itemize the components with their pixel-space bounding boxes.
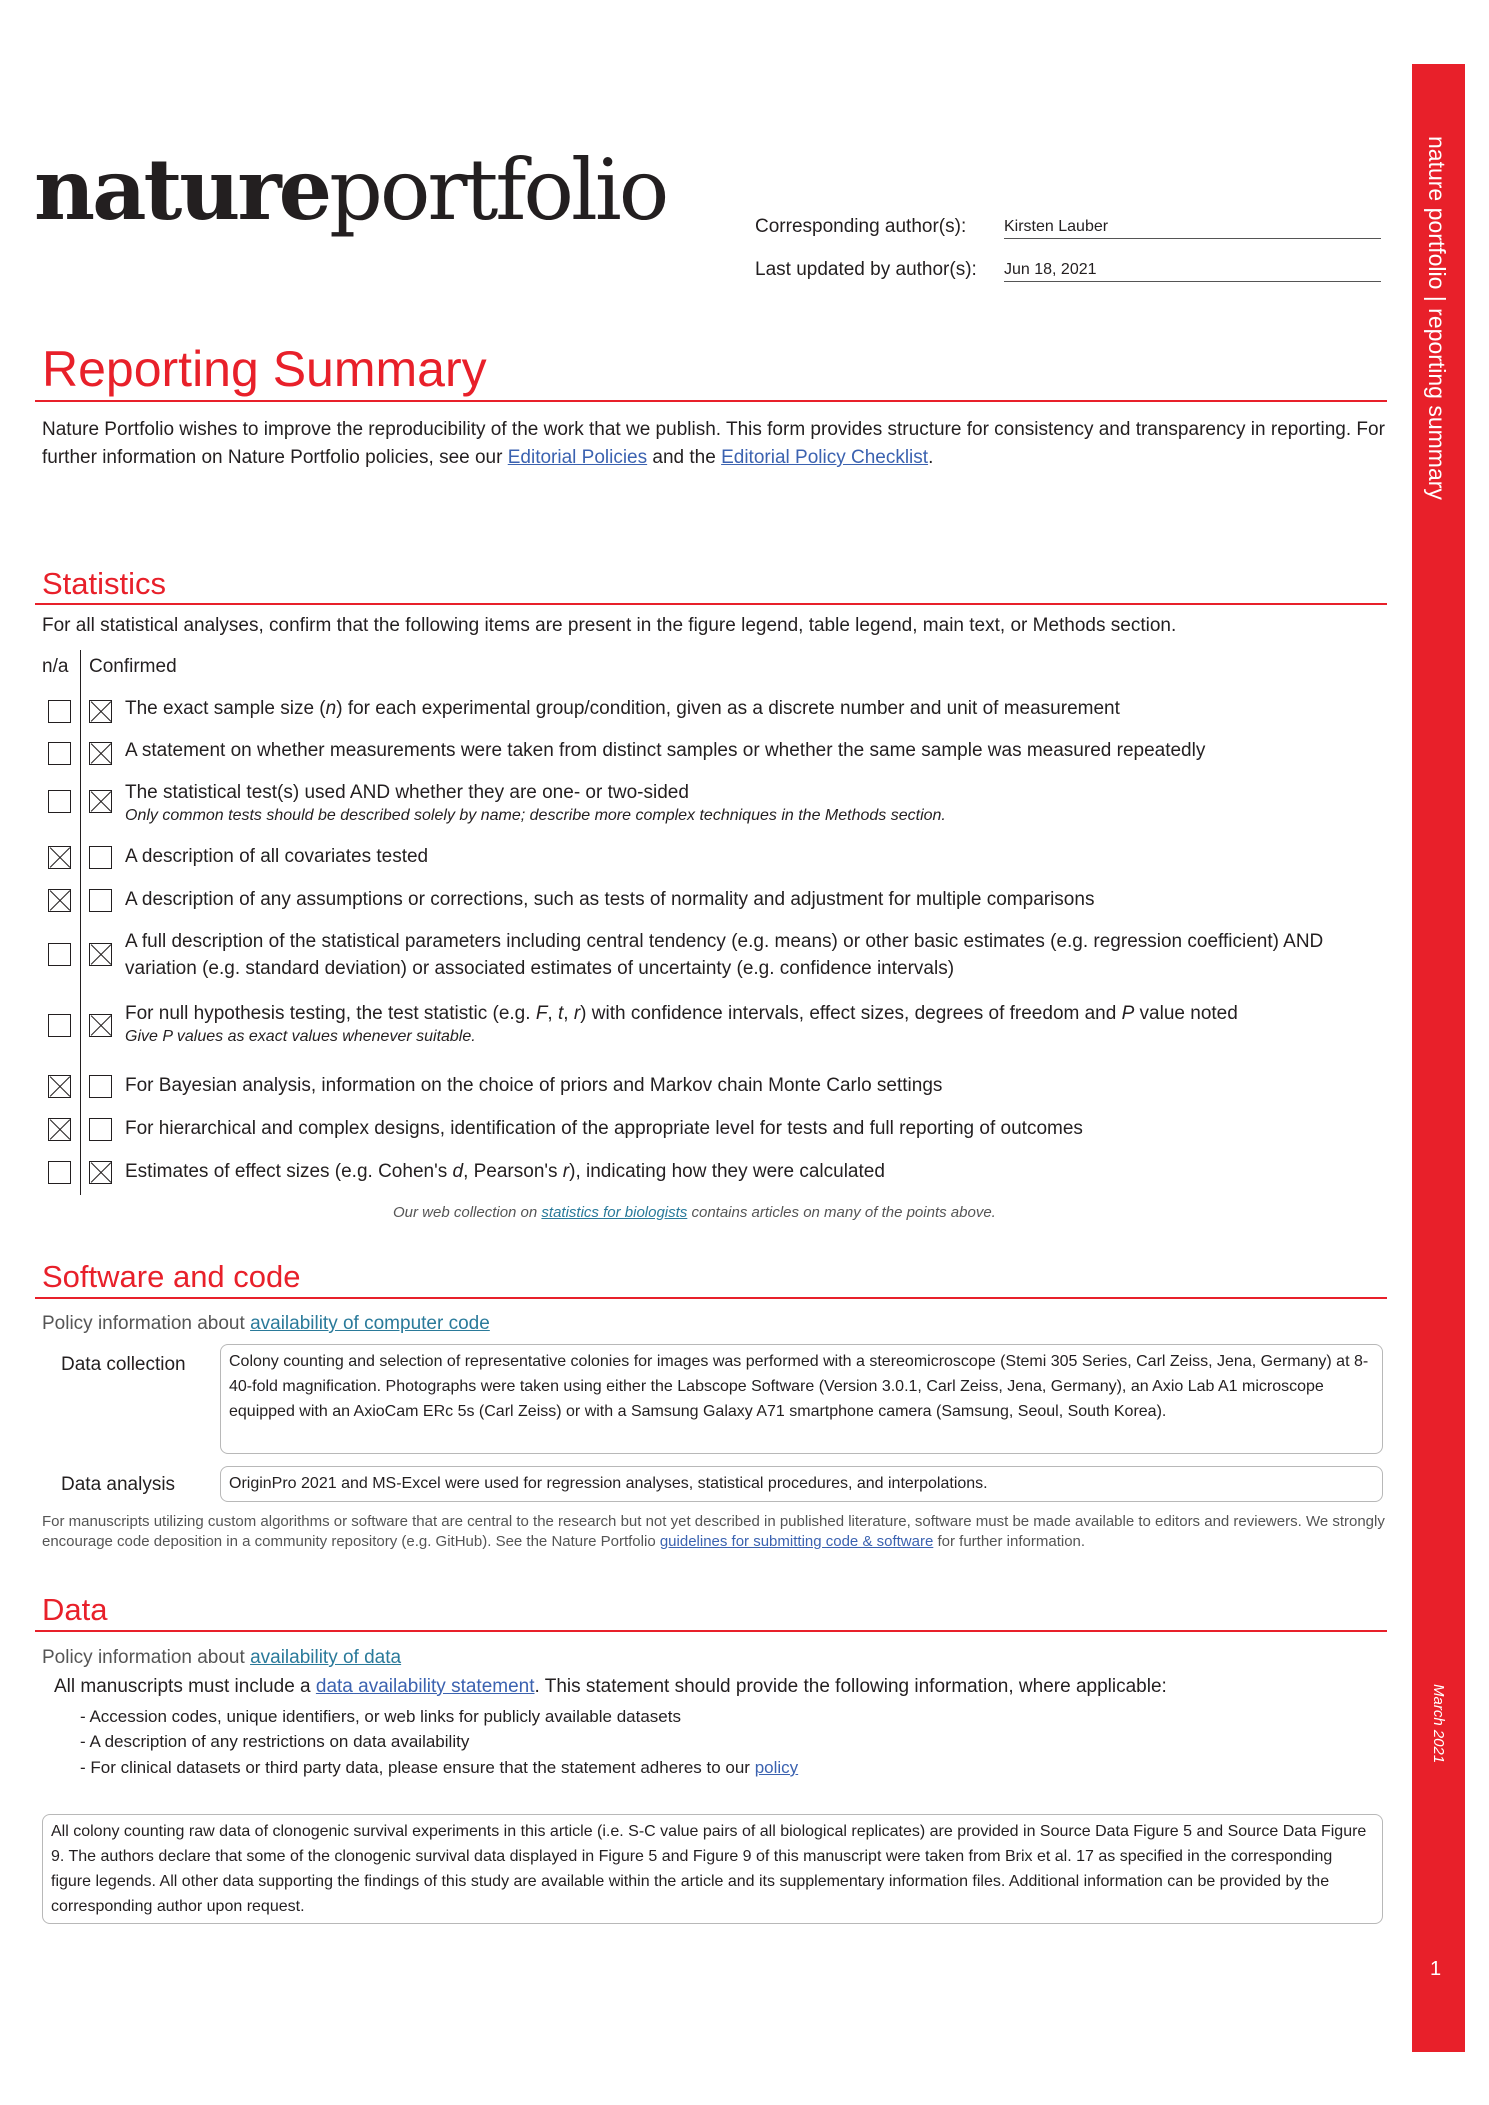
- checklist-item-text: [125, 886, 1395, 913]
- data-policy: [42, 1644, 1392, 1672]
- checklist-item-label: The statistical test(s) used AND whether they are one- or two-sided: [125, 782, 689, 803]
- page-title: Reporting Summary: [42, 341, 487, 397]
- title-rule: [35, 400, 1387, 402]
- data-requirement: [54, 1673, 1404, 1701]
- intro-text: and the: [647, 447, 722, 468]
- sidebar-text-container: [1412, 64, 1465, 2052]
- availability-computer-code-link[interactable]: availability of computer code: [250, 1313, 490, 1334]
- statistics-lead: For all statistical analyses, confirm that the following items are present in the figure legend, table legend, main text, or Methods section.: [42, 615, 1177, 636]
- statistics-rule: [35, 603, 1387, 605]
- checklist-item-text: [125, 737, 1395, 764]
- confirmed-checkbox[interactable]: [89, 1014, 112, 1037]
- checklist-item-note: Only common tests should be described solely by name; describe more complex techniques in the Methods section.: [125, 807, 946, 824]
- checklist-item-text: [125, 1000, 1395, 1047]
- na-checkbox[interactable]: [48, 700, 71, 723]
- statistics-for-biologists-link[interactable]: statistics for biologists: [541, 1204, 688, 1221]
- corresponding-author-label: Corresponding author(s):: [755, 216, 967, 237]
- na-checkbox[interactable]: [48, 943, 71, 966]
- checklist-item-text: [125, 1072, 1395, 1099]
- data-analysis-box[interactable]: OriginPro 2021 and MS-Excel were used for regression analyses, statistical procedures, and interpolations.: [220, 1466, 1383, 1502]
- confirmed-checkbox[interactable]: [89, 1161, 112, 1184]
- page-number: 1: [1430, 1958, 1442, 1980]
- checklist-item-label: A description of any assumptions or corrections, such as tests of normality and adjustment for multiple comparisons: [125, 889, 1095, 910]
- na-checkbox[interactable]: [48, 790, 71, 813]
- checklist-item-label: A description of all covariates tested: [125, 846, 429, 867]
- checklist-item-text: [125, 779, 1395, 826]
- na-checkbox[interactable]: [48, 889, 71, 912]
- data-bullet: - A description of any restrictions on data availability: [80, 1732, 470, 1751]
- na-checkbox[interactable]: [48, 846, 71, 869]
- requirement-text: . This statement should provide the following information, where applicable:: [534, 1676, 1167, 1697]
- note-text: For manuscripts utilizing custom algorithms or software that are central to the research but not yet described in published literature, software must be made available to editors and reviewers. We strongly encourage code deposition in a community repository (e.g. GitHub). See the Nature Portfolio: [42, 1513, 1385, 1550]
- bullet-text: - For clinical datasets or third party data, please ensure that the statement adheres to our: [80, 1758, 755, 1777]
- checklist-item-label: Estimates of effect sizes (e.g. Cohen's d, Pearson's r), indicating how they were calculated: [125, 1161, 885, 1182]
- guidelines-code-software-link[interactable]: guidelines for submitting code & software: [659, 1533, 934, 1550]
- checklist-item-label: For null hypothesis testing, the test statistic (e.g. F, t, r) with confidence intervals, effect sizes, degrees of freedom and P value noted: [125, 1003, 1238, 1024]
- confirmed-column-header: Confirmed: [89, 656, 177, 677]
- na-checkbox[interactable]: [48, 1161, 71, 1184]
- confirmed-checkbox[interactable]: [89, 700, 112, 723]
- sidebar-title: nature portfolio | reporting summary: [1424, 136, 1450, 500]
- confirmed-checkbox[interactable]: [89, 790, 112, 813]
- na-checkbox[interactable]: [48, 1118, 71, 1141]
- software-rule: [35, 1297, 1387, 1299]
- confirmed-checkbox[interactable]: [89, 889, 112, 912]
- last-updated-field[interactable]: Jun 18, 2021: [1004, 261, 1381, 282]
- data-analysis-label: Data analysis: [61, 1474, 176, 1495]
- sidebar-date: March 2021: [1430, 1684, 1447, 1764]
- software-policy: [42, 1310, 1392, 1338]
- checklist-item-label: A statement on whether measurements were taken from distinct samples or whether the same sample was measured repeatedly: [125, 740, 1206, 761]
- checklist-item-text: [125, 928, 1395, 982]
- data-bullet: - Accession codes, unique identifiers, or web links for publicly available datasets: [80, 1707, 681, 1726]
- confirmed-checkbox[interactable]: [89, 742, 112, 765]
- data-bullet: [80, 1758, 798, 1778]
- checklist-item-text: [125, 843, 1395, 870]
- availability-of-data-link[interactable]: availability of data: [250, 1647, 402, 1668]
- confirmed-checkbox[interactable]: [89, 1075, 112, 1098]
- checklist-item-text: [125, 1158, 1395, 1185]
- checklist-item-note: Give P values as exact values whenever suitable.: [125, 1028, 476, 1045]
- last-updated-label: Last updated by author(s):: [755, 259, 977, 280]
- confirmed-checkbox[interactable]: [89, 1118, 112, 1141]
- corresponding-author-field[interactable]: Kirsten Lauber: [1004, 218, 1381, 239]
- confirmed-checkbox[interactable]: [89, 846, 112, 869]
- data-heading: Data: [42, 1592, 108, 1627]
- editorial-policy-checklist-link[interactable]: Editorial Policy Checklist: [721, 447, 929, 468]
- policy-link[interactable]: policy: [754, 1758, 799, 1777]
- data-availability-statement-link[interactable]: data availability statement: [315, 1676, 535, 1697]
- footer-text: contains articles on many of the points above.: [687, 1204, 996, 1221]
- checklist-item-text: [125, 1115, 1395, 1142]
- checklist-divider: [80, 650, 81, 1195]
- intro-paragraph: [42, 416, 1392, 472]
- na-column-header: n/a: [42, 656, 69, 677]
- na-checkbox[interactable]: [48, 1075, 71, 1098]
- na-checkbox[interactable]: [48, 742, 71, 765]
- na-checkbox[interactable]: [48, 1014, 71, 1037]
- data-rule: [35, 1630, 1387, 1632]
- footer-text: Our web collection on: [393, 1204, 542, 1221]
- logo-bold: nature: [34, 140, 330, 239]
- data-collection-box[interactable]: Colony counting and selection of representative colonies for images was performed with a stereomicroscope (Stemi 305 Series, Carl Zeiss, Jena, Germany) at 8-40-fold magnification. Photographs were taken using either the Labscope Software (Version 3.0.1, Carl Zeiss, Jena, Germany), an Axio Lab A1 microscope equipped with an AxioCam ERc 5s (Carl Zeiss) or with a Samsung Galaxy A71 smartphone camera (Samsung, Seoul, South Korea).: [220, 1344, 1383, 1454]
- checklist-item-label: For hierarchical and complex designs, identification of the appropriate level for tests and full reporting of outcomes: [125, 1118, 1083, 1139]
- software-note: [42, 1512, 1392, 1552]
- checklist-item-label: For Bayesian analysis, information on the choice of priors and Markov chain Monte Carlo settings: [125, 1075, 943, 1096]
- note-text: for further information.: [933, 1533, 1086, 1550]
- data-collection-label: Data collection: [61, 1354, 186, 1375]
- software-heading: Software and code: [42, 1259, 301, 1294]
- intro-text: Nature Portfolio wishes to improve the reproducibility of the work that we publish. This form provides structure for consistency and transparency in reporting. For further information on Nature Portfolio policies, see our: [42, 419, 1385, 468]
- requirement-text: All manuscripts must include a: [54, 1676, 316, 1697]
- confirmed-checkbox[interactable]: [89, 943, 112, 966]
- statistics-footer: [393, 1204, 996, 1221]
- policy-text: Policy information about: [42, 1647, 251, 1668]
- logo-light: portfolio: [329, 141, 667, 239]
- checklist-item-text: [125, 695, 1395, 722]
- data-availability-box[interactable]: All colony counting raw data of clonogenic survival experiments in this article (i.e. S-C value pairs of all biological replicates) are provided in Source Data Figure 5 and Source Data Figure 9. The authors declare that some of the clonogenic survival data displayed in Figure 5 and Figure 9 of this manuscript were taken from Brix et al. 17 as specified in the corresponding figure legends. All other data supporting the findings of this study are available within the article and its supplementary information files. Additional information can be provided by the corresponding author upon request.: [42, 1814, 1383, 1924]
- checklist-item-label: A full description of the statistical parameters including central tendency (e.g. means) or other basic estimates (e.g. regression coefficient) AND variation (e.g. standard deviation) or associated estimates of uncertainty (e.g. confidence intervals): [125, 931, 1324, 979]
- policy-text: Policy information about: [42, 1313, 251, 1334]
- nature-portfolio-logo: [34, 140, 667, 239]
- checklist-item-label: The exact sample size (n) for each experimental group/condition, given as a discrete number and unit of measurement: [125, 698, 1120, 719]
- intro-text: .: [928, 447, 934, 468]
- editorial-policies-link[interactable]: Editorial Policies: [507, 447, 648, 468]
- statistics-heading: Statistics: [42, 566, 167, 601]
